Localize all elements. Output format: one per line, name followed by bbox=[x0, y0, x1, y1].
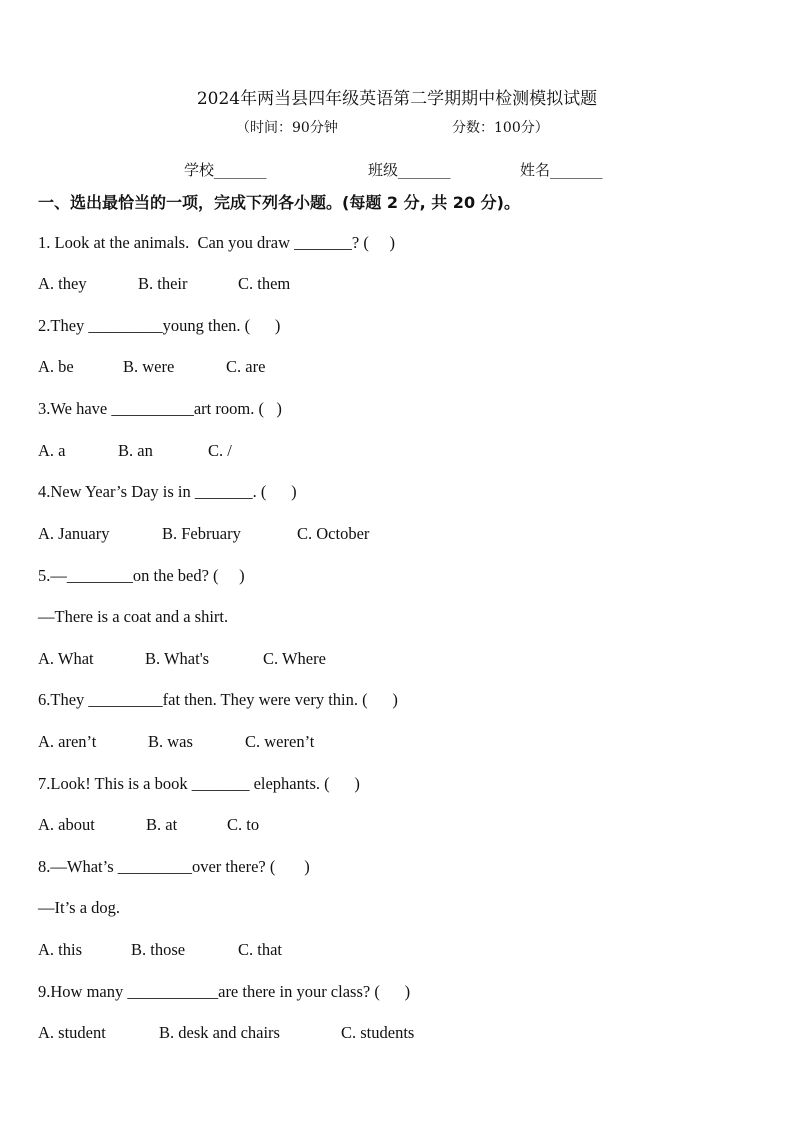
exam-time: （时间：90分钟 bbox=[236, 120, 338, 136]
option-a: A. they bbox=[38, 274, 87, 293]
option-b: B. their bbox=[138, 274, 188, 293]
option-c: C. them bbox=[238, 274, 291, 293]
option-a: A. student bbox=[38, 1023, 106, 1042]
option-b: B. at bbox=[146, 815, 178, 834]
option-b: B. February bbox=[162, 524, 241, 543]
option-b: B. What's bbox=[145, 649, 210, 668]
option-a: A. January bbox=[38, 524, 110, 543]
question-7-stem: 7.Look! This is a book _______ elephants. ( ) bbox=[38, 774, 360, 793]
option-a: A. What bbox=[38, 649, 94, 668]
question-4-stem: 4.New Year’s Day is in _______. ( ) bbox=[38, 482, 297, 501]
section-heading: 一、选出最恰当的一项，完成下列各小题。(每题 2 分, 共 20 分)。 bbox=[38, 193, 520, 212]
question-9-stem: 9.How many ___________are there in your class? ( ) bbox=[38, 982, 411, 1001]
question-5-stem: 5.—________on the bed? ( ) bbox=[38, 566, 245, 585]
option-a: A. this bbox=[38, 940, 83, 959]
question-8-stem: 8.—What’s _________over there? ( ) bbox=[38, 857, 310, 876]
option-a: A. about bbox=[38, 815, 95, 834]
name-field: 姓名_______ bbox=[520, 161, 603, 179]
question-2-stem: 2.They _________young then. ( ) bbox=[38, 316, 281, 335]
option-b: B. an bbox=[118, 441, 153, 460]
question-3-stem: 3.We have __________art room. ( ) bbox=[38, 399, 282, 418]
exam-title: 2024年两当县四年级英语第二学期期中检测模拟试题 bbox=[196, 89, 598, 109]
option-c: C. students bbox=[341, 1023, 415, 1042]
exam-score: 分数：100分） bbox=[452, 120, 549, 136]
option-c: C. to bbox=[227, 815, 260, 834]
question-5-answer-line: —There is a coat and a shirt. bbox=[38, 607, 229, 626]
option-c: C. weren’t bbox=[245, 732, 315, 751]
question-8-answer-line: —It’s a dog. bbox=[38, 898, 121, 917]
question-6-stem: 6.They _________fat then. They were very thin. ( ) bbox=[38, 690, 398, 709]
option-b: B. were bbox=[123, 357, 175, 376]
option-c: C. / bbox=[208, 441, 232, 460]
option-a: A. be bbox=[38, 357, 74, 376]
option-c: C. Where bbox=[263, 649, 326, 668]
option-a: A. aren’t bbox=[38, 732, 97, 751]
question-1-stem: 1. Look at the animals. Can you draw _______? ( ) bbox=[38, 233, 395, 252]
school-field: 学校_______ bbox=[184, 161, 267, 179]
option-b: B. desk and chairs bbox=[159, 1023, 280, 1042]
class-field: 班级_______ bbox=[368, 161, 451, 179]
option-c: C. that bbox=[238, 940, 282, 959]
option-a: A. a bbox=[38, 441, 66, 460]
option-c: C. October bbox=[297, 524, 370, 543]
option-c: C. are bbox=[226, 357, 266, 376]
option-b: B. was bbox=[148, 732, 193, 751]
option-b: B. those bbox=[131, 940, 186, 959]
